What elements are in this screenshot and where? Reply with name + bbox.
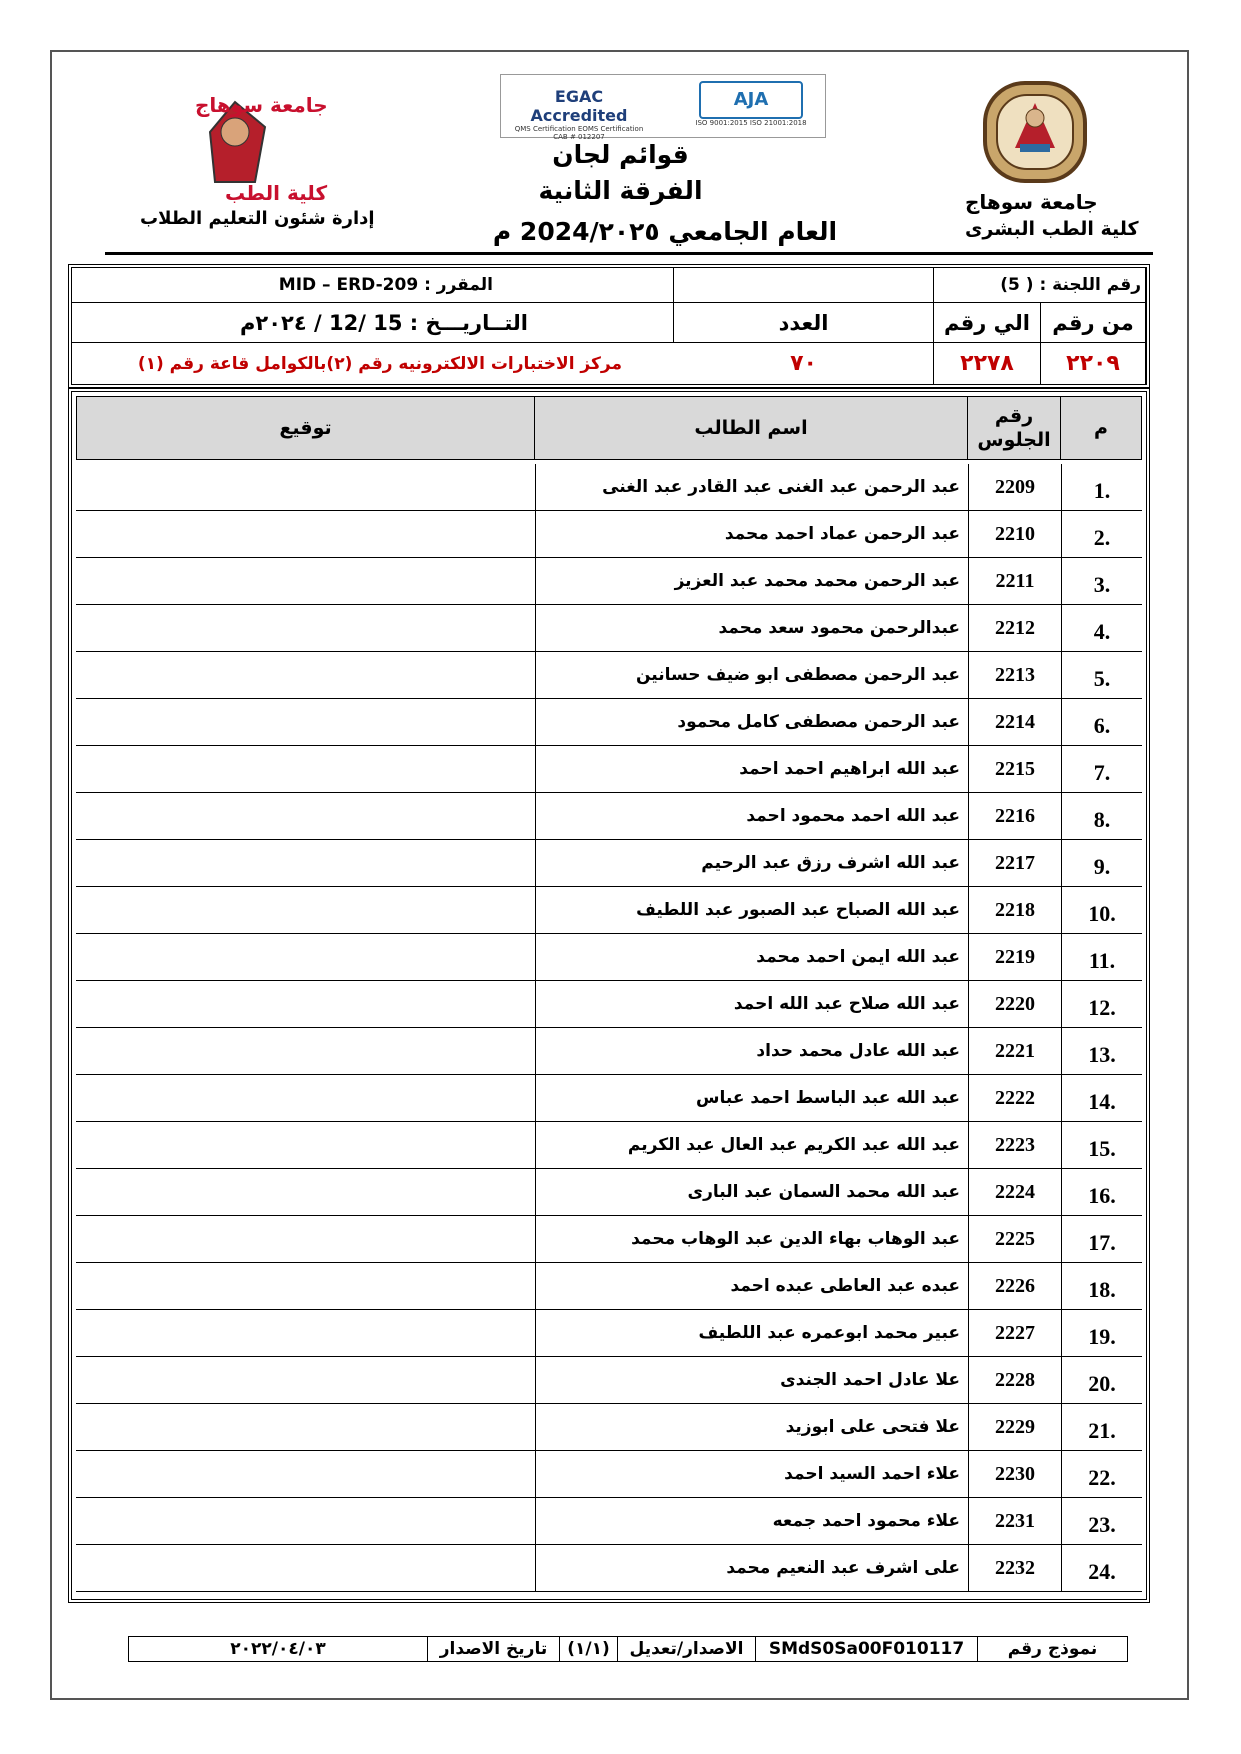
row-number: 5.: [1093, 666, 1111, 691]
students-table: [68, 388, 1150, 1603]
edition-label: الاصدار/تعديل: [617, 1637, 755, 1661]
seat-number: 2226: [995, 1274, 1035, 1297]
seat-number: 2220: [995, 992, 1035, 1015]
table-row: [76, 793, 1142, 840]
table-row: [76, 1357, 1142, 1404]
row-number: 17.: [1088, 1230, 1116, 1255]
from-label: من رقم: [1041, 303, 1146, 343]
table-row: [76, 699, 1142, 746]
row-number: 22.: [1088, 1465, 1116, 1490]
issue-date: ٢٠٢٢/٠٤/٠٣: [230, 1639, 326, 1659]
svg-text:جامعة سوهاج: جامعة سوهاج: [195, 93, 328, 117]
header-name: اسم الطالب: [694, 417, 808, 439]
seat-number: 2212: [995, 616, 1035, 639]
student-name: عبد الرحمن عماد احمد محمد: [724, 524, 960, 544]
form-code: SMdS0Sa00F010117: [755, 1637, 977, 1661]
faculty-name: كلية الطب البشرى: [965, 218, 1139, 240]
seat-number: 2218: [995, 898, 1035, 921]
issue-date-label: تاريخ الاصدار: [427, 1637, 559, 1661]
header-divider: [105, 252, 1153, 255]
student-name: عبد الرحمن عبد الغنى عبد القادر عبد الغنى: [602, 477, 960, 497]
table-row: [76, 464, 1142, 511]
header-num: م: [1094, 417, 1108, 439]
student-name: عبد الله عبد الباسط احمد عباس: [696, 1088, 960, 1108]
to-value: ٢٢٧٨: [934, 343, 1041, 384]
signature-cell[interactable]: [76, 1169, 535, 1215]
signature-cell[interactable]: [76, 1498, 535, 1544]
course-code: المقرر : MID – ERD-209: [72, 268, 674, 303]
count-label: العدد: [674, 303, 934, 343]
row-number: 15.: [1088, 1136, 1116, 1161]
signature-cell[interactable]: [76, 652, 535, 698]
row-number: 7.: [1093, 760, 1111, 785]
table-row: [76, 1404, 1142, 1451]
row-number: 1.: [1093, 478, 1111, 503]
seat-number: 2217: [995, 851, 1035, 874]
table-row: [76, 746, 1142, 793]
table-row: [76, 1028, 1142, 1075]
table-row: [76, 934, 1142, 981]
signature-cell[interactable]: [76, 1404, 535, 1450]
student-name: عبد الله اشرف رزق عبد الرحيم: [701, 853, 960, 873]
table-header: [76, 396, 1142, 460]
signature-cell[interactable]: [76, 1028, 535, 1074]
signature-cell[interactable]: [76, 558, 535, 604]
table-row: [76, 981, 1142, 1028]
student-name: عبد الله الصباح عبد الصبور عبد اللطيف: [636, 900, 960, 920]
title-year: العام الجامعي 2024/٢٠٢٥ م: [492, 217, 838, 246]
seat-number: 2211: [995, 569, 1035, 592]
signature-cell[interactable]: [76, 605, 535, 651]
student-name: عبدالرحمن محمود سعد محمد: [718, 618, 960, 638]
exam-location: مركز الاختبارات الالكترونيه رقم (٢)بالكوامل قاعة رقم (١): [137, 353, 622, 374]
student-name: علا فتحى على ابوزيد: [785, 1417, 960, 1437]
seat-number: 2210: [995, 522, 1035, 545]
signature-cell[interactable]: [76, 934, 535, 980]
university-name: جامعة سوهاج: [965, 190, 1098, 214]
table-row: [76, 887, 1142, 934]
signature-cell[interactable]: [76, 1216, 535, 1262]
signature-cell[interactable]: [76, 699, 535, 745]
seat-number: 2209: [995, 475, 1035, 498]
student-name: عبد الله ايمن احمد محمد: [756, 947, 960, 967]
committee-info-box: [68, 264, 1150, 388]
row-number: 6.: [1093, 713, 1111, 738]
title-lists: قوائم لجان: [552, 140, 689, 169]
seat-number: 2228: [995, 1368, 1035, 1391]
row-number: 23.: [1088, 1512, 1116, 1537]
student-name: علاء محمود احمد جمعه: [772, 1511, 960, 1531]
table-row: [76, 558, 1142, 605]
row-number: 12.: [1088, 995, 1116, 1020]
seat-number: 2232: [995, 1556, 1035, 1579]
row-number: 11.: [1088, 948, 1116, 973]
from-value: ٢٢٠٩: [1041, 343, 1146, 384]
table-row: [76, 511, 1142, 558]
seat-number: 2229: [995, 1415, 1035, 1438]
signature-cell[interactable]: [76, 1451, 535, 1497]
signature-cell[interactable]: [76, 793, 535, 839]
signature-cell[interactable]: [76, 511, 535, 557]
count-value: ٧٠: [674, 343, 934, 384]
signature-cell[interactable]: [76, 1357, 535, 1403]
egac-logo: EGAC Accredited QMS Certification EOMS Certification CAB # 012207: [514, 87, 644, 141]
row-number: 20.: [1088, 1371, 1116, 1396]
seat-number: 2215: [995, 757, 1035, 780]
signature-cell[interactable]: [76, 1122, 535, 1168]
empty-cell: [674, 268, 934, 303]
aja-logo: AJA ISO 9001:2015 ISO 21001:2018: [691, 77, 811, 133]
student-name: عبد الله محمد السمان عبد البارى: [687, 1182, 960, 1202]
header-signature: توقيع: [279, 417, 332, 439]
department-name: إدارة شئون التعليم الطلاب: [140, 208, 375, 229]
student-name: على اشرف عبد النعيم محمد: [726, 1558, 960, 1578]
signature-cell[interactable]: [76, 887, 535, 933]
table-row: [76, 1310, 1142, 1357]
signature-cell[interactable]: [76, 746, 535, 792]
student-name: عبد الله ابراهيم احمد احمد: [739, 759, 960, 779]
title-level: الفرقة الثانية: [538, 176, 703, 205]
seat-number: 2231: [995, 1509, 1035, 1532]
row-number: 3.: [1093, 572, 1111, 597]
table-row: [76, 1498, 1142, 1545]
row-number: 4.: [1093, 619, 1111, 644]
student-name: عبد الرحمن مصطفى ابو ضيف حسانين: [635, 665, 960, 685]
exam-date: التــاريـــخ : 15 /12 / ٢٠٢٤م: [72, 303, 674, 343]
signature-cell[interactable]: [76, 1545, 535, 1591]
row-number: 18.: [1088, 1277, 1116, 1302]
table-row: [76, 1169, 1142, 1216]
row-number: 13.: [1088, 1042, 1116, 1067]
table-row: [76, 1122, 1142, 1169]
svg-text:كلية الطب: كلية الطب: [225, 181, 328, 205]
student-name: علاء احمد السيد احمد: [784, 1464, 960, 1484]
form-footer: [128, 1636, 1128, 1662]
table-row: [76, 1263, 1142, 1310]
row-number: 10.: [1088, 901, 1116, 926]
form-number-label: نموذج رقم: [977, 1637, 1127, 1661]
student-name: عبد الله عادل محمد حداد: [756, 1041, 960, 1061]
row-number: 14.: [1088, 1089, 1116, 1114]
row-number: 16.: [1088, 1183, 1116, 1208]
table-row: [76, 1216, 1142, 1263]
student-name: عبد الله صلاح عبد الله احمد: [733, 994, 960, 1014]
row-number: 21.: [1088, 1418, 1116, 1443]
seat-number: 2216: [995, 804, 1035, 827]
row-number: 2.: [1093, 525, 1111, 550]
seat-number: 2219: [995, 945, 1035, 968]
table-row: [76, 840, 1142, 887]
seat-number: 2213: [995, 663, 1035, 686]
student-name: عبير محمد ابوعمره عبد اللطيف: [698, 1323, 960, 1343]
certification-logos: [500, 74, 826, 141]
edition-value: (١/١): [559, 1637, 617, 1661]
seat-number: 2221: [995, 1039, 1035, 1062]
to-label: الي رقم: [934, 303, 1041, 343]
signature-cell[interactable]: [76, 840, 535, 886]
table-row: [76, 605, 1142, 652]
seat-number: 2224: [995, 1180, 1035, 1203]
table-row: [76, 1545, 1142, 1592]
signature-cell[interactable]: [76, 981, 535, 1027]
seat-number: 2214: [995, 710, 1035, 733]
row-number: 19.: [1088, 1324, 1116, 1349]
header-seat: رقم الجلوس: [977, 405, 1051, 451]
signature-cell[interactable]: [76, 464, 535, 510]
student-name: علا عادل احمد الجندى: [780, 1370, 960, 1390]
row-number: 9.: [1093, 854, 1111, 879]
committee-number: رقم اللجنة : ( 5): [934, 268, 1146, 303]
signature-cell[interactable]: [76, 1263, 535, 1309]
row-number: 24.: [1088, 1559, 1116, 1584]
university-seal-logo: [980, 78, 1090, 186]
student-name: عبد الرحمن مصطفى كامل محمود: [677, 712, 960, 732]
table-row: [76, 652, 1142, 699]
seat-number: 2230: [995, 1462, 1035, 1485]
student-name: عبد الرحمن محمد محمد عبد العزيز: [674, 571, 960, 591]
table-row: [76, 1075, 1142, 1122]
student-name: عبده عبد العاطى عبده احمد: [730, 1276, 960, 1296]
seat-number: 2227: [995, 1321, 1035, 1344]
student-name: عبد الوهاب بهاء الدين عبد الوهاب محمد: [631, 1229, 960, 1249]
seat-number: 2223: [995, 1133, 1035, 1156]
student-name: عبد الله عبد الكريم عبد العال عبد الكريم: [627, 1135, 960, 1155]
row-number: 8.: [1093, 807, 1111, 832]
table-row: [76, 1451, 1142, 1498]
seat-number: 2225: [995, 1227, 1035, 1250]
signature-cell[interactable]: [76, 1075, 535, 1121]
signature-cell[interactable]: [76, 1310, 535, 1356]
student-name: عبد الله احمد محمود احمد: [746, 806, 960, 826]
seat-number: 2222: [995, 1086, 1035, 1109]
